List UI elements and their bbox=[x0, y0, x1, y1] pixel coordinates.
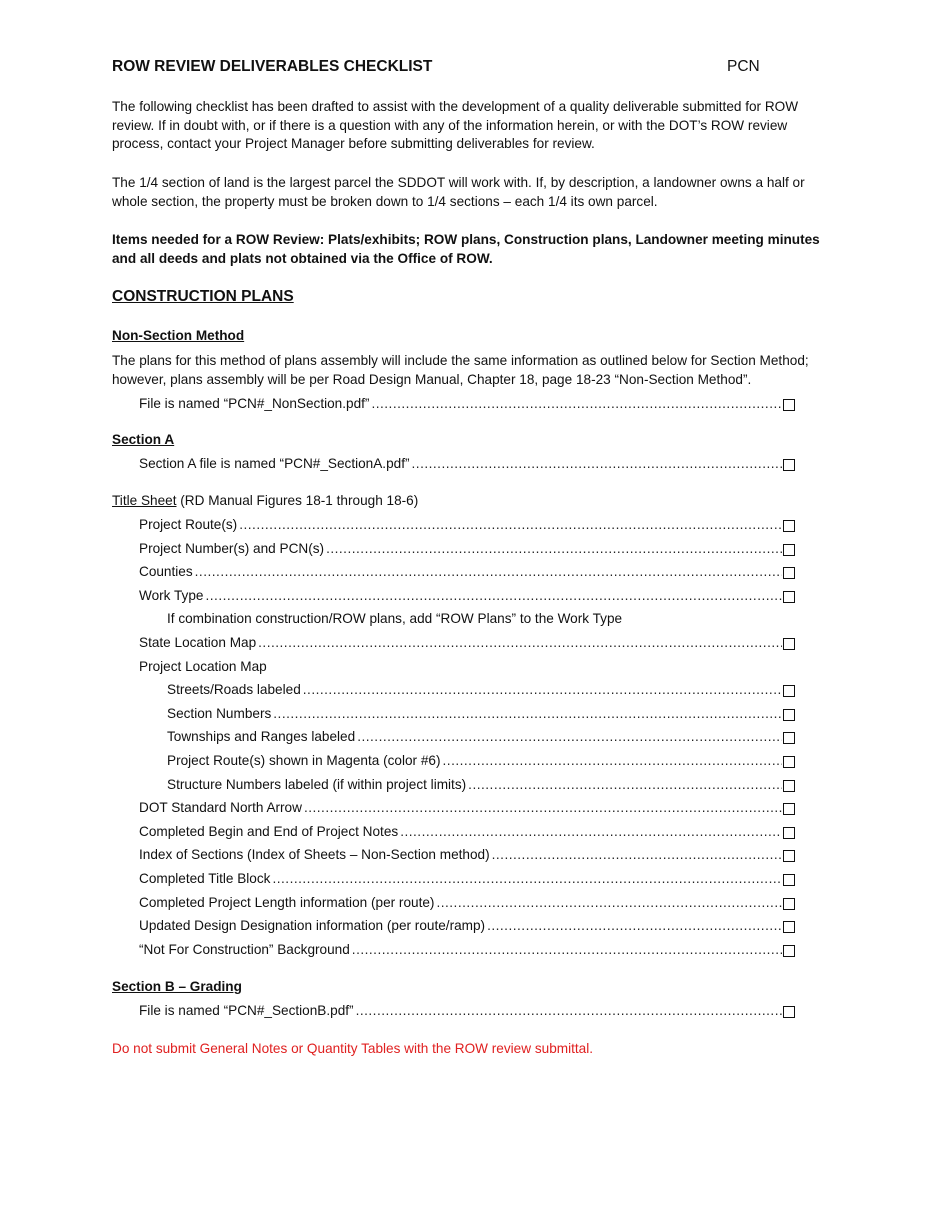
begin-end-notes-checkbox[interactable] bbox=[783, 827, 795, 839]
leader-dots bbox=[487, 918, 782, 933]
streets-roads-checkbox[interactable] bbox=[783, 685, 795, 697]
section-numbers-checkbox[interactable] bbox=[783, 709, 795, 721]
leader-dots bbox=[258, 635, 782, 650]
leader-dots bbox=[326, 541, 782, 556]
counties-checkbox[interactable] bbox=[783, 567, 795, 579]
checklist-item bbox=[139, 1003, 782, 1021]
pcn-label: PCN bbox=[727, 58, 760, 75]
item-label: Streets/Roads labeled bbox=[167, 682, 301, 697]
north-arrow-checkbox[interactable] bbox=[783, 803, 795, 815]
leader-dots bbox=[356, 1003, 782, 1018]
townships-ranges-checkbox[interactable] bbox=[783, 732, 795, 744]
leader-dots bbox=[436, 895, 782, 910]
leader-dots bbox=[443, 753, 782, 768]
checklist-item bbox=[167, 706, 782, 724]
warning-note: Do not submit General Notes or Quantity Tables with the ROW review submittal. bbox=[112, 1041, 594, 1056]
non-section-heading: Non-Section Method bbox=[112, 328, 245, 343]
state-location-map-checkbox[interactable] bbox=[783, 638, 795, 650]
checklist-item bbox=[139, 564, 782, 582]
title-sheet-label: Title Sheet bbox=[112, 493, 177, 508]
checklist-item bbox=[139, 871, 782, 889]
item-label: Section Numbers bbox=[167, 706, 272, 721]
title-block-checkbox[interactable] bbox=[783, 874, 795, 886]
leader-dots bbox=[400, 824, 782, 839]
checklist-item bbox=[139, 824, 782, 842]
checklist-item bbox=[139, 588, 782, 606]
project-routes-checkbox[interactable] bbox=[783, 520, 795, 532]
item-label: File is named “PCN#_SectionB.pdf” bbox=[139, 1003, 354, 1018]
item-label: Counties bbox=[139, 564, 193, 579]
work-type-note: If combination construction/ROW plans, add “ROW Plans” to the Work Type bbox=[167, 611, 623, 626]
title-sheet-heading bbox=[112, 493, 418, 508]
checklist-item bbox=[139, 847, 782, 865]
leader-dots bbox=[492, 847, 782, 862]
leader-dots bbox=[272, 871, 782, 886]
item-label: “Not For Construction” Background bbox=[139, 942, 350, 957]
checklist-item bbox=[139, 456, 782, 474]
checklist-item bbox=[139, 895, 782, 913]
leader-dots bbox=[303, 682, 782, 697]
section-b-file-checkbox[interactable] bbox=[783, 1006, 795, 1018]
nonsection-file-checkbox[interactable] bbox=[783, 399, 795, 411]
item-label: Completed Begin and End of Project Notes bbox=[139, 824, 399, 839]
leader-dots bbox=[205, 588, 782, 603]
leader-dots bbox=[412, 456, 782, 471]
section-b-heading: Section B – Grading bbox=[112, 979, 242, 994]
structure-numbers-checkbox[interactable] bbox=[783, 780, 795, 792]
index-sections-checkbox[interactable] bbox=[783, 850, 795, 862]
item-label: Project Number(s) and PCN(s) bbox=[139, 541, 325, 556]
leader-dots bbox=[304, 800, 782, 815]
section-a-heading: Section A bbox=[112, 432, 175, 447]
construction-plans-heading: CONSTRUCTION PLANS bbox=[112, 288, 294, 305]
not-for-construction-checkbox[interactable] bbox=[783, 945, 795, 957]
item-label: File is named “PCN#_NonSection.pdf” bbox=[139, 396, 370, 411]
section-a-file-checkbox[interactable] bbox=[783, 459, 795, 471]
leader-dots bbox=[195, 564, 782, 579]
quarter-section-paragraph: The 1/4 section of land is the largest parcel the SDDOT will work with. If, by description, a landowner owns a half or whole section, the property must be broken down to 1/4 sections – each 1/4 its own parcel. bbox=[112, 175, 805, 209]
checklist-item bbox=[139, 541, 782, 559]
item-label: Index of Sections (Index of Sheets – Non-Section method) bbox=[139, 847, 490, 862]
item-label: Work Type bbox=[139, 588, 204, 603]
leader-dots bbox=[352, 942, 782, 957]
leader-dots bbox=[371, 396, 782, 411]
leader-dots bbox=[357, 729, 782, 744]
item-label: Updated Design Designation information (per route/ramp) bbox=[139, 918, 486, 933]
checklist-item bbox=[139, 800, 782, 818]
item-label: Townships and Ranges labeled bbox=[167, 729, 356, 744]
item-label: Project Route(s) bbox=[139, 517, 238, 532]
item-label: Completed Title Block bbox=[139, 871, 271, 886]
checklist-item bbox=[167, 777, 782, 795]
item-label: State Location Map bbox=[139, 635, 257, 650]
page-title: ROW REVIEW DELIVERABLES CHECKLIST bbox=[112, 58, 433, 75]
item-label: Structure Numbers labeled (if within project limits) bbox=[167, 777, 467, 792]
leader-dots bbox=[468, 777, 782, 792]
project-length-checkbox[interactable] bbox=[783, 898, 795, 910]
title-sheet-reference: (RD Manual Figures 18-1 through 18-6) bbox=[176, 493, 419, 508]
items-needed-paragraph: Items needed for a ROW Review: Plats/exhibits; ROW plans, Construction plans, Landowner meeting minutes and all deeds and plats not obtained via the Office of ROW. bbox=[112, 232, 820, 266]
checklist-item bbox=[139, 635, 782, 653]
routes-magenta-checkbox[interactable] bbox=[783, 756, 795, 768]
checklist-item bbox=[167, 682, 782, 700]
intro-paragraph: The following checklist has been drafted to assist with the development of a quality deliverable submitted for ROW review. If in doubt with, or if there is a question with any of the information herein, or with the DOT’s ROW review process, contact your Project Manager before submitting deliverables for review. bbox=[112, 99, 799, 151]
checklist-item bbox=[139, 517, 782, 535]
work-type-checkbox[interactable] bbox=[783, 591, 795, 603]
item-label: DOT Standard North Arrow bbox=[139, 800, 302, 815]
checklist-item bbox=[139, 396, 782, 414]
non-section-text: The plans for this method of plans assembly will include the same information as outlined below for Section Method; however, plans assembly will be per Road Design Manual, Chapter 18, page 18-23 “Non-Section Method”. bbox=[112, 353, 809, 387]
checklist-item bbox=[139, 942, 782, 960]
item-label: Completed Project Length information (per route) bbox=[139, 895, 435, 910]
project-location-map-label: Project Location Map bbox=[139, 659, 267, 674]
checklist-item bbox=[167, 753, 782, 771]
checklist-item bbox=[167, 729, 782, 747]
leader-dots bbox=[273, 706, 782, 721]
item-label: Project Route(s) shown in Magenta (color #6) bbox=[167, 753, 441, 768]
checklist-item bbox=[139, 918, 782, 936]
leader-dots bbox=[239, 517, 782, 532]
design-designation-checkbox[interactable] bbox=[783, 921, 795, 933]
item-label: Section A file is named “PCN#_SectionA.pdf” bbox=[139, 456, 410, 471]
project-numbers-checkbox[interactable] bbox=[783, 544, 795, 556]
